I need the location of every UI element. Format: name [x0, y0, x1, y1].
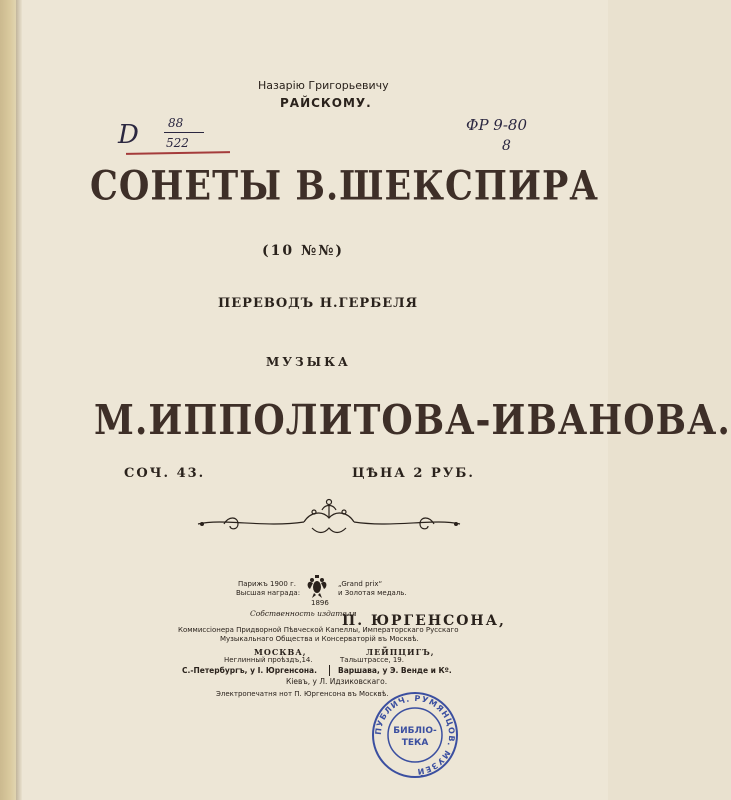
city-moscow: МОСКВА,	[254, 647, 307, 657]
award-right-line-2: и Золотая медаль.	[338, 589, 407, 597]
branch-warsaw: Варшава, у Э. Венде и Кº.	[338, 666, 452, 675]
fund-mark-top: ФР 9-80	[466, 116, 528, 134]
composer-name: М.ИППОЛИТОВА-ИВАНОВА.	[94, 395, 731, 445]
shelfmark-letter: D	[118, 120, 139, 150]
publisher-name: П. ЮРГЕНСОНА,	[342, 613, 506, 629]
branch-kiev: Кіевъ, у Л. Идзиковскаго.	[286, 677, 388, 686]
translation-credit: ПЕРЕВОДЪ Н.ГЕРБЕЛЯ	[218, 296, 419, 311]
red-pencil-underline	[126, 151, 230, 155]
award-right-line-1: „Grand prix“	[338, 580, 383, 588]
opus-number: СОЧ. 43.	[124, 466, 206, 481]
shelfmark-bottom: 522	[166, 136, 189, 150]
shelfmark-top: 88	[168, 116, 184, 130]
branch-petersburg: С.-Петербургъ, у І. Юргенсона.	[182, 666, 317, 675]
title-page	[22, 0, 731, 800]
dedication-line-2: РАЙСКОМУ.	[280, 96, 372, 110]
printer-credit: Электропечатня нот П. Юргенсона въ Москвѣ.	[216, 690, 389, 698]
price: ЦѢНА 2 РУБ.	[352, 466, 475, 481]
award-left-line-1: Парижъ 1900 г.	[238, 580, 296, 588]
publisher-label: Собственность издателя	[250, 609, 357, 618]
ornament-icon	[194, 498, 464, 542]
address-leipzig: Тальштрассе, 19.	[340, 656, 404, 664]
address-moscow: Неглинный проѣздъ,14.	[224, 656, 313, 664]
commission-line-1: Коммиссіонера Придворной Пѣвческой Капеллы, Императорскаго Русскаго	[178, 626, 459, 634]
stamp-center-line-2: ТЕКА	[401, 738, 429, 748]
stamp-ring-text: ПУБЛИЧ. РУМЯНЦОВ. МУЗЕЙ	[373, 693, 457, 777]
library-stamp-icon	[370, 690, 460, 780]
spine-binding	[0, 0, 16, 800]
city-leipzig: ЛЕЙПЦИГЪ,	[366, 647, 435, 657]
work-title: СОНЕТЫ В.ШЕКСПИРА	[90, 162, 599, 211]
branch-divider	[329, 665, 330, 676]
fund-mark-bottom: 8	[502, 138, 511, 154]
award-left-line-2: Высшая награда:	[236, 589, 301, 597]
award-year: 1896	[311, 599, 329, 607]
dedication-line-1: Назарію Григорьевичу	[258, 79, 389, 92]
commission-line-2: Музыкальнаго Общества и Консерваторій въ Москвѣ.	[220, 635, 419, 643]
music-label: МУЗЫКА	[266, 355, 351, 369]
number-count: (10 №№)	[262, 243, 345, 259]
shelfmark-divider	[164, 132, 204, 133]
double-eagle-emblem-icon	[306, 575, 328, 599]
stamp-center-line-1: БИБЛІО-	[393, 726, 437, 736]
